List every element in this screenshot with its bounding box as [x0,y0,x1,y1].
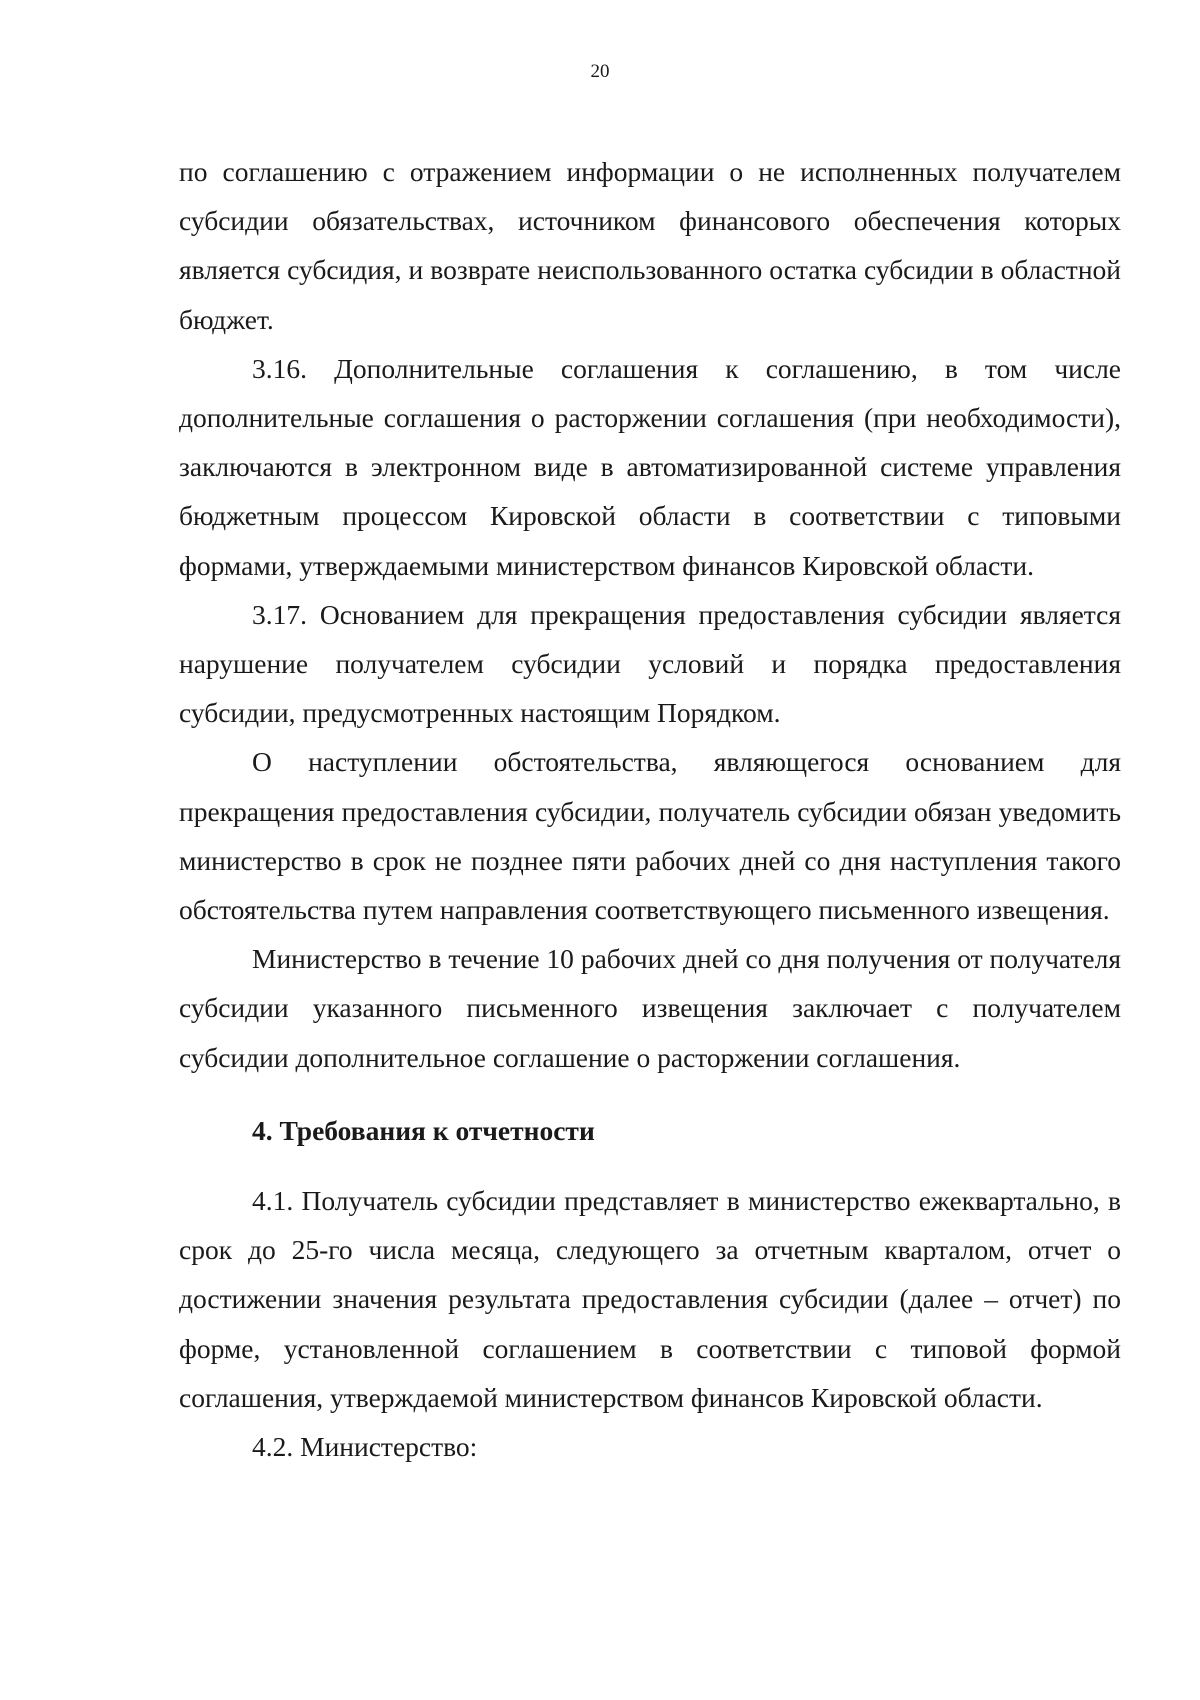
document-body [179,147,1121,1471]
paragraph-3-17: 3.17. Основанием для прекращения предоставления субсидии является нарушение получателем субсидии условий и порядка предоставления субсидии, предусмотренных настоящим Порядком. [179,598,1121,729]
paragraph-ministry-termination: Министерство в течение 10 рабочих дней со дня получения от получателя субсидии указанного письменного извещения заключает с получателем субсидии дополнительное соглашение о расторжении соглашения. [179,943,1121,1073]
paragraph-3-16: 3.16. Дополнительные соглашения к соглашению, в том числе дополнительные соглашения о расторжении соглашения (при необходимости), заключаются в электронном виде в автоматизированной системе управления бюджетным процессом Кировской области в соответствии с типовыми формами, утверждаемыми министерством финансов Кировской области. [179,352,1121,581]
section-heading-4: 4. Требования к отчетности [252,1114,595,1146]
page-number: 20 [590,61,610,82]
paragraph-continuation: по соглашению с отражением информации о не исполненных получателем субсидии обязательствах, источником финансового обеспечения которых является субсидия, и возврате неиспользованного остатка субсидии в областной бюджет. [179,156,1121,335]
paragraph-notification: О наступлении обстоятельства, являющегося основанием для прекращения предоставления субсидии, получатель субсидии обязан уведомить министерство в срок не позднее пяти рабочих дней со дня наступления такого обстоятельства путем направления соответствующего письменного извещения. [179,746,1121,926]
paragraph-4-2: 4.2. Министерство: [252,1431,478,1463]
paragraph-4-1: 4.1. Получатель субсидии представляет в министерство ежеквартально, в срок до 25-го числа месяца, следующего за отчетным кварталом, отчет о достижении значения результата предоставления субсидии (далее – отчет) по форме, установленной соглашением в соответствии с типовой формой соглашения, утверждаемой министерством финансов Кировской области. [179,1185,1121,1413]
